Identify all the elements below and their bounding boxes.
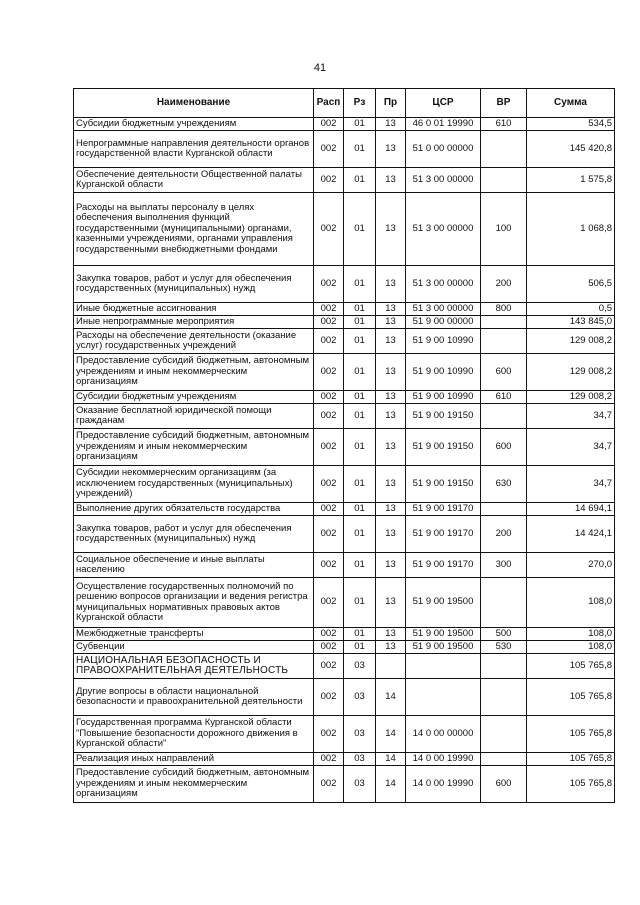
row-sum: 108,0 bbox=[527, 628, 615, 641]
row-pr: 13 bbox=[376, 168, 406, 193]
row-rz: 01 bbox=[344, 316, 376, 329]
row-pr: 13 bbox=[376, 553, 406, 578]
row-pr: 14 bbox=[376, 766, 406, 803]
row-rasp: 002 bbox=[314, 553, 344, 578]
row-vr: 630 bbox=[481, 466, 527, 503]
row-rz: 01 bbox=[344, 329, 376, 354]
row-name: Предоставление субсидий бюджетным, автономным учреждениям и иным некоммерческим организациям bbox=[74, 354, 314, 391]
table-row bbox=[74, 553, 615, 578]
row-rasp: 002 bbox=[314, 131, 344, 168]
row-rz: 03 bbox=[344, 679, 376, 716]
table-row bbox=[74, 766, 615, 803]
row-csr: 51 9 00 19500 bbox=[406, 641, 481, 654]
row-vr bbox=[481, 679, 527, 716]
row-name: Субвенции bbox=[74, 641, 314, 654]
table-row bbox=[74, 679, 615, 716]
row-name: Субсидии бюджетным учреждениям bbox=[74, 118, 314, 131]
table-row bbox=[74, 303, 615, 316]
table-row bbox=[74, 329, 615, 354]
row-rasp: 002 bbox=[314, 193, 344, 266]
row-name: Субсидии бюджетным учреждениям bbox=[74, 391, 314, 404]
row-sum: 129 008,2 bbox=[527, 354, 615, 391]
row-sum: 145 420,8 bbox=[527, 131, 615, 168]
row-sum: 105 765,8 bbox=[527, 654, 615, 679]
budget-table bbox=[73, 88, 615, 803]
table-row bbox=[74, 503, 615, 516]
row-pr: 13 bbox=[376, 354, 406, 391]
row-name: НАЦИОНАЛЬНАЯ БЕЗОПАСНОСТЬ И ПРАВООХРАНИТЕЛЬНАЯ ДЕЯТЕЛЬНОСТЬ bbox=[74, 654, 314, 679]
table-row bbox=[74, 578, 615, 628]
row-rz: 01 bbox=[344, 628, 376, 641]
row-csr: 51 3 00 00000 bbox=[406, 266, 481, 303]
row-vr: 600 bbox=[481, 766, 527, 803]
row-csr: 14 0 00 19990 bbox=[406, 753, 481, 766]
row-csr: 51 3 00 00000 bbox=[406, 193, 481, 266]
row-name: Социальное обеспечение и иные выплаты населению bbox=[74, 553, 314, 578]
row-vr bbox=[481, 503, 527, 516]
row-rz: 03 bbox=[344, 716, 376, 753]
row-rz: 01 bbox=[344, 553, 376, 578]
page-number: 41 bbox=[313, 62, 327, 74]
row-sum: 108,0 bbox=[527, 641, 615, 654]
row-pr: 13 bbox=[376, 466, 406, 503]
row-csr: 51 3 00 00000 bbox=[406, 303, 481, 316]
row-vr bbox=[481, 329, 527, 354]
row-csr: 51 9 00 19170 bbox=[406, 516, 481, 553]
row-rz: 01 bbox=[344, 503, 376, 516]
table-row bbox=[74, 628, 615, 641]
row-csr: 51 0 00 00000 bbox=[406, 131, 481, 168]
row-sum: 108,0 bbox=[527, 578, 615, 628]
table-row bbox=[74, 641, 615, 654]
row-name: Реализация иных направлений bbox=[74, 753, 314, 766]
table-row bbox=[74, 266, 615, 303]
row-rasp: 002 bbox=[314, 716, 344, 753]
table-row bbox=[74, 316, 615, 329]
row-rz: 01 bbox=[344, 466, 376, 503]
table-row bbox=[74, 716, 615, 753]
row-sum: 34,7 bbox=[527, 429, 615, 466]
row-rz: 01 bbox=[344, 516, 376, 553]
row-rasp: 002 bbox=[314, 641, 344, 654]
row-csr: 51 9 00 19170 bbox=[406, 503, 481, 516]
row-name: Непрограммные направления деятельности органов государственной власти Курганской области bbox=[74, 131, 314, 168]
row-csr bbox=[406, 679, 481, 716]
row-rz: 01 bbox=[344, 429, 376, 466]
row-rz: 01 bbox=[344, 354, 376, 391]
row-name: Межбюджетные трансферты bbox=[74, 628, 314, 641]
row-sum: 143 845,0 bbox=[527, 316, 615, 329]
row-pr: 13 bbox=[376, 516, 406, 553]
row-rasp: 002 bbox=[314, 316, 344, 329]
row-rz: 03 bbox=[344, 753, 376, 766]
table-row bbox=[74, 654, 615, 679]
row-csr: 51 9 00 19150 bbox=[406, 429, 481, 466]
row-csr bbox=[406, 654, 481, 679]
row-pr: 13 bbox=[376, 503, 406, 516]
row-name: Осуществление государственных полномочий по решению вопросов организации и ведения регистра муниципальных нормативных правовых актов Курганской области bbox=[74, 578, 314, 628]
row-csr: 14 0 00 19990 bbox=[406, 766, 481, 803]
header-sum: Сумма bbox=[527, 89, 615, 118]
row-rasp: 002 bbox=[314, 578, 344, 628]
row-name: Закупка товаров, работ и услуг для обеспечения государственных (муниципальных) нужд bbox=[74, 266, 314, 303]
row-vr: 500 bbox=[481, 628, 527, 641]
row-vr bbox=[481, 404, 527, 429]
row-pr: 13 bbox=[376, 628, 406, 641]
table-row bbox=[74, 466, 615, 503]
row-rasp: 002 bbox=[314, 168, 344, 193]
row-rasp: 002 bbox=[314, 516, 344, 553]
row-rasp: 002 bbox=[314, 429, 344, 466]
row-sum: 34,7 bbox=[527, 404, 615, 429]
row-vr bbox=[481, 131, 527, 168]
row-name: Иные бюджетные ассигнования bbox=[74, 303, 314, 316]
row-vr: 300 bbox=[481, 553, 527, 578]
row-rasp: 002 bbox=[314, 766, 344, 803]
row-sum: 534,5 bbox=[527, 118, 615, 131]
row-csr: 51 9 00 10990 bbox=[406, 329, 481, 354]
row-rasp: 002 bbox=[314, 303, 344, 316]
row-pr: 13 bbox=[376, 578, 406, 628]
row-pr: 13 bbox=[376, 429, 406, 466]
row-sum: 270,0 bbox=[527, 553, 615, 578]
row-pr bbox=[376, 654, 406, 679]
row-csr: 51 9 00 19500 bbox=[406, 628, 481, 641]
row-vr: 610 bbox=[481, 118, 527, 131]
row-pr: 13 bbox=[376, 391, 406, 404]
row-rasp: 002 bbox=[314, 679, 344, 716]
row-csr: 46 0 01 19990 bbox=[406, 118, 481, 131]
row-pr: 13 bbox=[376, 404, 406, 429]
row-csr: 51 9 00 19170 bbox=[406, 553, 481, 578]
table-row bbox=[74, 193, 615, 266]
row-name: Предоставление субсидий бюджетным, автономным учреждениям и иным некоммерческим организациям bbox=[74, 429, 314, 466]
row-sum: 34,7 bbox=[527, 466, 615, 503]
row-rasp: 002 bbox=[314, 329, 344, 354]
row-name: Другие вопросы в области национальной безопасности и правоохранительной деятельности bbox=[74, 679, 314, 716]
row-rz: 01 bbox=[344, 131, 376, 168]
row-rasp: 002 bbox=[314, 266, 344, 303]
table-row bbox=[74, 516, 615, 553]
row-csr: 51 9 00 10990 bbox=[406, 354, 481, 391]
row-rasp: 002 bbox=[314, 354, 344, 391]
row-sum: 129 008,2 bbox=[527, 329, 615, 354]
header-name: Наименование bbox=[74, 89, 314, 118]
row-name: Субсидии некоммерческим организациям (за исключением государственных (муниципальных) учреждений) bbox=[74, 466, 314, 503]
row-vr: 530 bbox=[481, 641, 527, 654]
row-vr bbox=[481, 654, 527, 679]
row-rz: 01 bbox=[344, 266, 376, 303]
row-vr bbox=[481, 578, 527, 628]
row-rz: 01 bbox=[344, 168, 376, 193]
table-row bbox=[74, 131, 615, 168]
row-vr bbox=[481, 753, 527, 766]
row-rz: 01 bbox=[344, 641, 376, 654]
row-vr bbox=[481, 168, 527, 193]
row-rz: 03 bbox=[344, 766, 376, 803]
row-pr: 14 bbox=[376, 753, 406, 766]
table-row bbox=[74, 753, 615, 766]
row-pr: 13 bbox=[376, 641, 406, 654]
row-pr: 13 bbox=[376, 131, 406, 168]
row-rasp: 002 bbox=[314, 628, 344, 641]
row-rz: 01 bbox=[344, 578, 376, 628]
row-vr: 100 bbox=[481, 193, 527, 266]
table-row bbox=[74, 118, 615, 131]
row-vr: 600 bbox=[481, 354, 527, 391]
row-vr: 610 bbox=[481, 391, 527, 404]
row-rz: 01 bbox=[344, 391, 376, 404]
row-vr: 800 bbox=[481, 303, 527, 316]
row-rz: 01 bbox=[344, 193, 376, 266]
row-pr: 13 bbox=[376, 193, 406, 266]
row-sum: 129 008,2 bbox=[527, 391, 615, 404]
row-sum: 14 694,1 bbox=[527, 503, 615, 516]
row-name: Закупка товаров, работ и услуг для обеспечения государственных (муниципальных) нужд bbox=[74, 516, 314, 553]
row-name: Расходы на выплаты персоналу в целях обеспечения выполнения функций государственными (муниципальными) органами, казенными учреждениями, органами управления государственными внебюджетными фондами bbox=[74, 193, 314, 266]
row-rasp: 002 bbox=[314, 404, 344, 429]
row-pr: 14 bbox=[376, 679, 406, 716]
row-sum: 105 765,8 bbox=[527, 766, 615, 803]
row-pr: 13 bbox=[376, 118, 406, 131]
row-rz: 03 bbox=[344, 654, 376, 679]
row-vr bbox=[481, 716, 527, 753]
row-sum: 105 765,8 bbox=[527, 716, 615, 753]
row-pr: 13 bbox=[376, 316, 406, 329]
row-csr: 51 9 00 10990 bbox=[406, 391, 481, 404]
row-sum: 14 424,1 bbox=[527, 516, 615, 553]
header-row bbox=[74, 89, 615, 118]
row-sum: 105 765,8 bbox=[527, 679, 615, 716]
row-vr bbox=[481, 316, 527, 329]
row-sum: 1 068,8 bbox=[527, 193, 615, 266]
row-name: Оказание бесплатной юридической помощи гражданам bbox=[74, 404, 314, 429]
row-rz: 01 bbox=[344, 303, 376, 316]
row-csr: 14 0 00 00000 bbox=[406, 716, 481, 753]
row-name: Предоставление субсидий бюджетным, автономным учреждениям и иным некоммерческим организациям bbox=[74, 766, 314, 803]
row-rz: 01 bbox=[344, 404, 376, 429]
row-csr: 51 9 00 19150 bbox=[406, 404, 481, 429]
row-rasp: 002 bbox=[314, 391, 344, 404]
row-rasp: 002 bbox=[314, 654, 344, 679]
row-name: Расходы на обеспечение деятельности (оказание услуг) государственных учреждений bbox=[74, 329, 314, 354]
row-pr: 13 bbox=[376, 303, 406, 316]
row-pr: 13 bbox=[376, 329, 406, 354]
row-vr: 600 bbox=[481, 429, 527, 466]
row-pr: 14 bbox=[376, 716, 406, 753]
row-name: Выполнение других обязательств государства bbox=[74, 503, 314, 516]
table-row bbox=[74, 404, 615, 429]
row-rasp: 002 bbox=[314, 118, 344, 131]
header-csr: ЦСР bbox=[406, 89, 481, 118]
row-vr: 200 bbox=[481, 266, 527, 303]
row-name: Государственная программа Курганской области "Повышение безопасности дорожного движения в Курганской области" bbox=[74, 716, 314, 753]
table-row bbox=[74, 429, 615, 466]
row-name: Иные непрограммные мероприятия bbox=[74, 316, 314, 329]
row-sum: 0,5 bbox=[527, 303, 615, 316]
row-rasp: 002 bbox=[314, 753, 344, 766]
row-rz: 01 bbox=[344, 118, 376, 131]
row-csr: 51 9 00 19500 bbox=[406, 578, 481, 628]
row-vr: 200 bbox=[481, 516, 527, 553]
row-rasp: 002 bbox=[314, 503, 344, 516]
table-row bbox=[74, 168, 615, 193]
header-pr: Пр bbox=[376, 89, 406, 118]
row-sum: 506,5 bbox=[527, 266, 615, 303]
row-csr: 51 9 00 00000 bbox=[406, 316, 481, 329]
table-row bbox=[74, 354, 615, 391]
header-rasp: Расп bbox=[314, 89, 344, 118]
row-sum: 105 765,8 bbox=[527, 753, 615, 766]
header-vr: ВР bbox=[481, 89, 527, 118]
header-rz: Рз bbox=[344, 89, 376, 118]
row-csr: 51 3 00 00000 bbox=[406, 168, 481, 193]
row-rasp: 002 bbox=[314, 466, 344, 503]
row-pr: 13 bbox=[376, 266, 406, 303]
row-csr: 51 9 00 19150 bbox=[406, 466, 481, 503]
table-row bbox=[74, 391, 615, 404]
row-name: Обеспечение деятельности Общественной палаты Курганской области bbox=[74, 168, 314, 193]
row-sum: 1 575,8 bbox=[527, 168, 615, 193]
